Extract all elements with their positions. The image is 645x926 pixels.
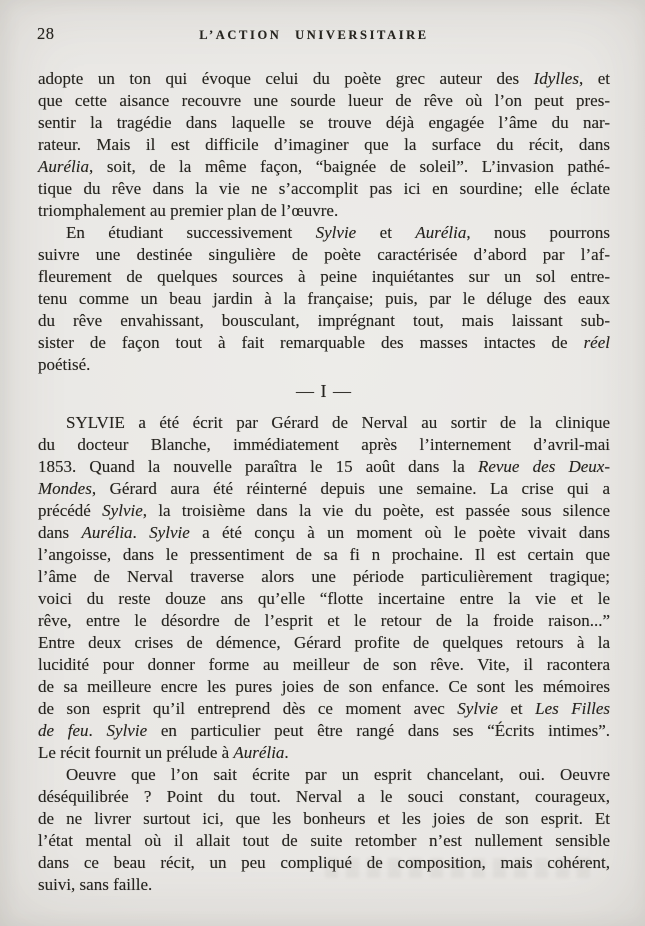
text-line: fleurement de quelques sources à peine inquiétantes sur un sol entre- xyxy=(38,267,610,286)
text-line: SYLVIE a été écrit par Gérard de Nerval au sortir de la clinique xyxy=(66,413,610,432)
text-line: du rêve envahissant, bousculant, imprégnant tout, mais laissant sub- xyxy=(38,311,610,330)
text-line: lucidité pour donner forme au meilleur de son rêve. Vite, il racontera xyxy=(38,655,610,674)
text-line: de feu. Sylvie en particulier peut être rangé dans ses “Écrits intimes”. xyxy=(38,721,610,740)
text-line: tique du rêve dans la vie ne s’accomplit pas ici en sourdine; elle éclate xyxy=(38,179,610,198)
text-line: suivi, sans faille. xyxy=(38,875,153,894)
section-heading: — I — xyxy=(296,381,352,401)
page-body xyxy=(38,68,610,896)
page-number: 28 xyxy=(37,24,55,43)
text-line: précédé Sylvie, la troisième dans la vie du poète, est passée sous silence xyxy=(38,501,610,520)
text-line: que cette aisance recouvre une sourde lueur de rêve où l’on peut pres- xyxy=(38,91,610,110)
text-line: Aurélia, soit, de la même façon, “baignée de soleil”. L’invasion pathé- xyxy=(38,157,610,176)
paragraph xyxy=(38,222,610,376)
running-title: L’ACTION UNIVERSITAIRE xyxy=(199,28,429,42)
text-line: l’angoisse, dans le pressentiment de sa fi n prochaine. Il est certain que xyxy=(38,545,610,564)
text-line: rêve, entre le désordre de l’esprit et le retour de la froide raison...” xyxy=(38,611,610,630)
text-line: de ne livrer surtout ici, que les bonheurs et les joies de son esprit. Et xyxy=(38,809,610,828)
paragraph xyxy=(38,412,610,764)
text-line: sentir la tragédie dans laquelle se trouve déjà engagée l’âme du nar- xyxy=(38,113,610,132)
text-line: dans Aurélia. Sylvie a été conçu à un moment où le poète vivait dans xyxy=(38,523,611,542)
text-line: triomphalement au premier plan de l’œuvre. xyxy=(38,201,339,220)
text-line: En étudiant successivement Sylvie et Aurélia, nous pourrons xyxy=(66,223,610,242)
text-line: l’âme de Nerval traverse alors une période particulièrement tragique; xyxy=(38,567,610,586)
text-line: l’état mental où il allait tout de suite retomber n’est nullement sensible xyxy=(38,831,610,850)
text-line: suivre une destinée singulière de poète caractérisée d’abord par l’af- xyxy=(38,245,610,264)
text-line: Mondes, Gérard aura été réinterné depuis une semaine. La crise qui a xyxy=(38,479,610,498)
text-line: voici du reste douze ans qu’elle “flotte incertaine entre la vie et le xyxy=(38,589,610,608)
text-line: du docteur Blanche, immédiatement après l’internement d’avril-mai xyxy=(38,435,610,454)
text-line: de son esprit qu’il entreprend dès ce moment avec Sylvie et Les Filles xyxy=(38,699,610,718)
text-line: déséquilibrée ? Point du tout. Nerval a le souci constant, courageux, xyxy=(38,787,610,806)
page-header xyxy=(0,0,645,45)
text-line: Entre deux crises de démence, Gérard profite de quelques retours à la xyxy=(38,633,610,652)
text-line: 1853. Quand la nouvelle paraîtra le 15 août dans la Revue des Deux- xyxy=(38,457,611,476)
text-line: Oeuvre que l’on sait écrite par un esprit chancelant, oui. Oeuvre xyxy=(66,765,610,784)
text-line: poétisé. xyxy=(38,355,91,374)
paragraph xyxy=(38,68,610,222)
text-line: Le récit fournit un prélude à Aurélia. xyxy=(38,743,289,762)
text-line: adopte un ton qui évoque celui du poète grec auteur des Idylles, et xyxy=(38,69,610,88)
text-line: rateur. Mais il est difficile d’imaginer que la surface du récit, dans xyxy=(38,135,610,154)
text-line: de sa meilleure encre les pures joies de son enfance. Ce sont les mémoires xyxy=(38,677,610,696)
text-line: tenu comme un beau jardin à la française; puis, par le déluge des eaux xyxy=(38,289,610,308)
text-line: sister de façon tout à fait remarquable des masses intactes de réel xyxy=(38,333,610,352)
paragraph xyxy=(38,764,610,896)
text-line: dans ce beau récit, un peu compliqué de composition, mais cohérent, xyxy=(38,853,610,872)
